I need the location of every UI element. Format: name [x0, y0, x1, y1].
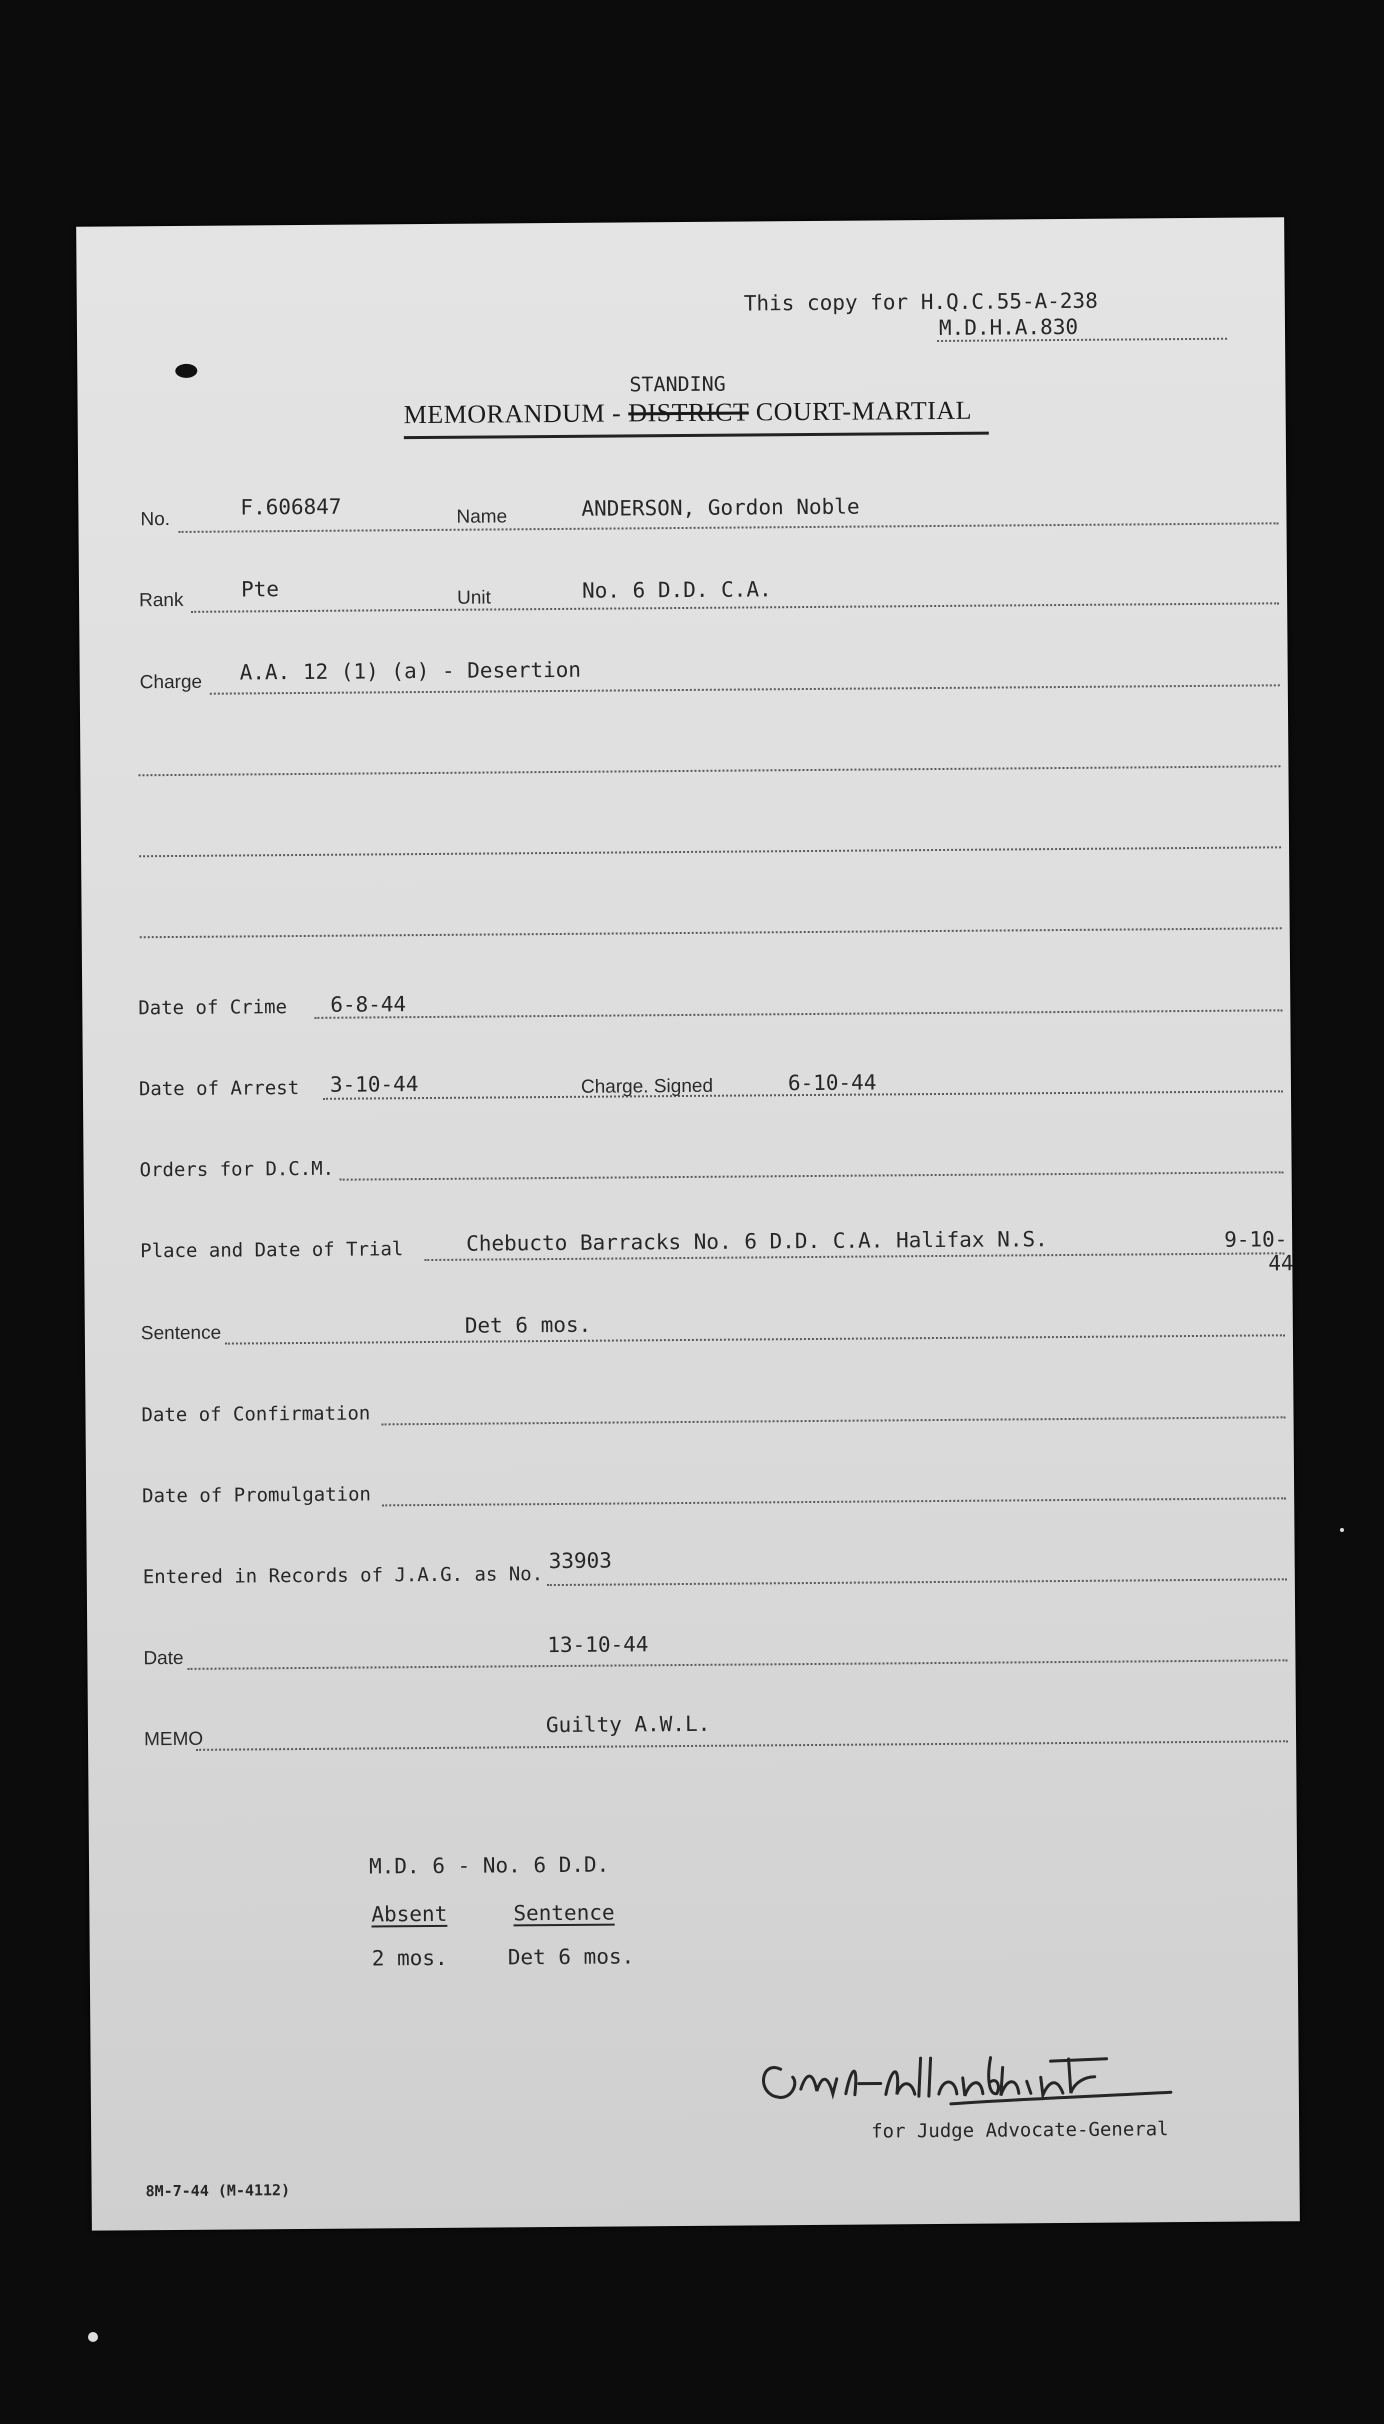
copy-info-line1: This copy for H.Q.C.55-A-238	[743, 288, 1098, 316]
sentence-value: Det 6 mos.	[464, 1312, 592, 1338]
date-of-crime-dots	[314, 1009, 1282, 1019]
date-of-crime-label: Date of Crime	[138, 996, 288, 1020]
summary-sentence-header: Sentence	[513, 1900, 615, 1926]
name-label: Name	[456, 506, 508, 528]
confirmation-dots	[382, 1416, 1286, 1425]
jag-dots	[547, 1578, 1287, 1586]
dust-speck	[88, 2332, 98, 2342]
jag-value: 33903	[548, 1548, 612, 1574]
summary-line1: M.D. 6 - No. 6 D.D.	[368, 1852, 610, 1879]
summary-absent-header: Absent	[371, 1901, 448, 1927]
summary-sentence-value: Det 6 mos.	[507, 1944, 635, 1970]
memo-dots	[196, 1740, 1288, 1751]
memorandum-form	[76, 217, 1300, 2230]
charge-value: A.A. 12 (1) (a) - Desertion	[239, 657, 582, 685]
title-underline	[404, 432, 989, 440]
title-struck-word: DISTRICT	[628, 397, 749, 428]
memo-value: Guilty A.W.L.	[545, 1711, 711, 1738]
summary-absent-value: 2 mos.	[371, 1945, 448, 1971]
orders-dots	[340, 1171, 1284, 1180]
place-date-value: Chebucto Barracks No. 6 D.D. C.A. Halifax N.S.	[466, 1227, 1048, 1256]
memo-label: MEMO	[143, 1728, 204, 1751]
charge-dots-1	[210, 684, 1280, 694]
signature-for-line: for Judge Advocate-General	[871, 2118, 1169, 2143]
confirmation-label: Date of Confirmation	[141, 1402, 371, 1427]
charge-dots-4	[140, 927, 1282, 938]
copy-info-line2: M.D.H.A.830	[938, 314, 1079, 340]
rank-label: Rank	[139, 589, 184, 612]
unit-label: Unit	[457, 587, 491, 609]
promulgation-dots	[382, 1497, 1286, 1506]
sentence-dots	[225, 1334, 1285, 1344]
charge-signed-label: Charge. Signed	[580, 1075, 714, 1098]
no-label: No.	[140, 509, 171, 531]
trial-date-part2: 44	[1268, 1251, 1294, 1276]
jag-label: Entered in Records of J.A.G. as No.	[142, 1563, 544, 1589]
rank-unit-dots	[191, 602, 1279, 613]
orders-label: Orders for D.C.M.	[139, 1157, 335, 1182]
date-dots	[187, 1659, 1287, 1670]
ink-blot	[175, 364, 197, 378]
title-suffix: COURT-MARTIAL	[755, 395, 973, 427]
no-name-dots	[179, 522, 1279, 533]
charge-signed-value: 6-10-44	[787, 1070, 877, 1096]
trial-date-part1: 9-10-	[1224, 1227, 1288, 1252]
promulgation-label: Date of Promulgation	[142, 1483, 371, 1508]
date-label: Date	[143, 1647, 184, 1670]
title-prefix: MEMORANDUM -	[403, 398, 622, 430]
rank-value: Pte	[240, 577, 280, 602]
place-date-label: Place and Date of Trial	[140, 1238, 404, 1263]
no-value: F.606847	[240, 494, 342, 520]
handwritten-signature	[750, 2036, 1191, 2119]
sentence-label: Sentence	[140, 1322, 222, 1345]
charge-dots-3	[139, 846, 1281, 857]
unit-value: No. 6 D.D. C.A.	[581, 577, 772, 603]
dust-speck	[1340, 1528, 1344, 1532]
charge-dots-2	[138, 765, 1280, 776]
date-of-arrest-label: Date of Arrest	[138, 1077, 300, 1101]
date-of-arrest-value: 3-10-44	[329, 1072, 419, 1097]
date-of-crime-value: 6-8-44	[330, 992, 407, 1017]
name-value: ANDERSON, Gordon Noble	[581, 494, 860, 521]
page-title	[404, 396, 973, 430]
title-inserted-word: STANDING	[629, 371, 726, 397]
form-code: 8M-7-44 (M-4112)	[145, 2181, 291, 2201]
date-value: 13-10-44	[547, 1632, 649, 1658]
charge-label: Charge	[139, 671, 203, 694]
